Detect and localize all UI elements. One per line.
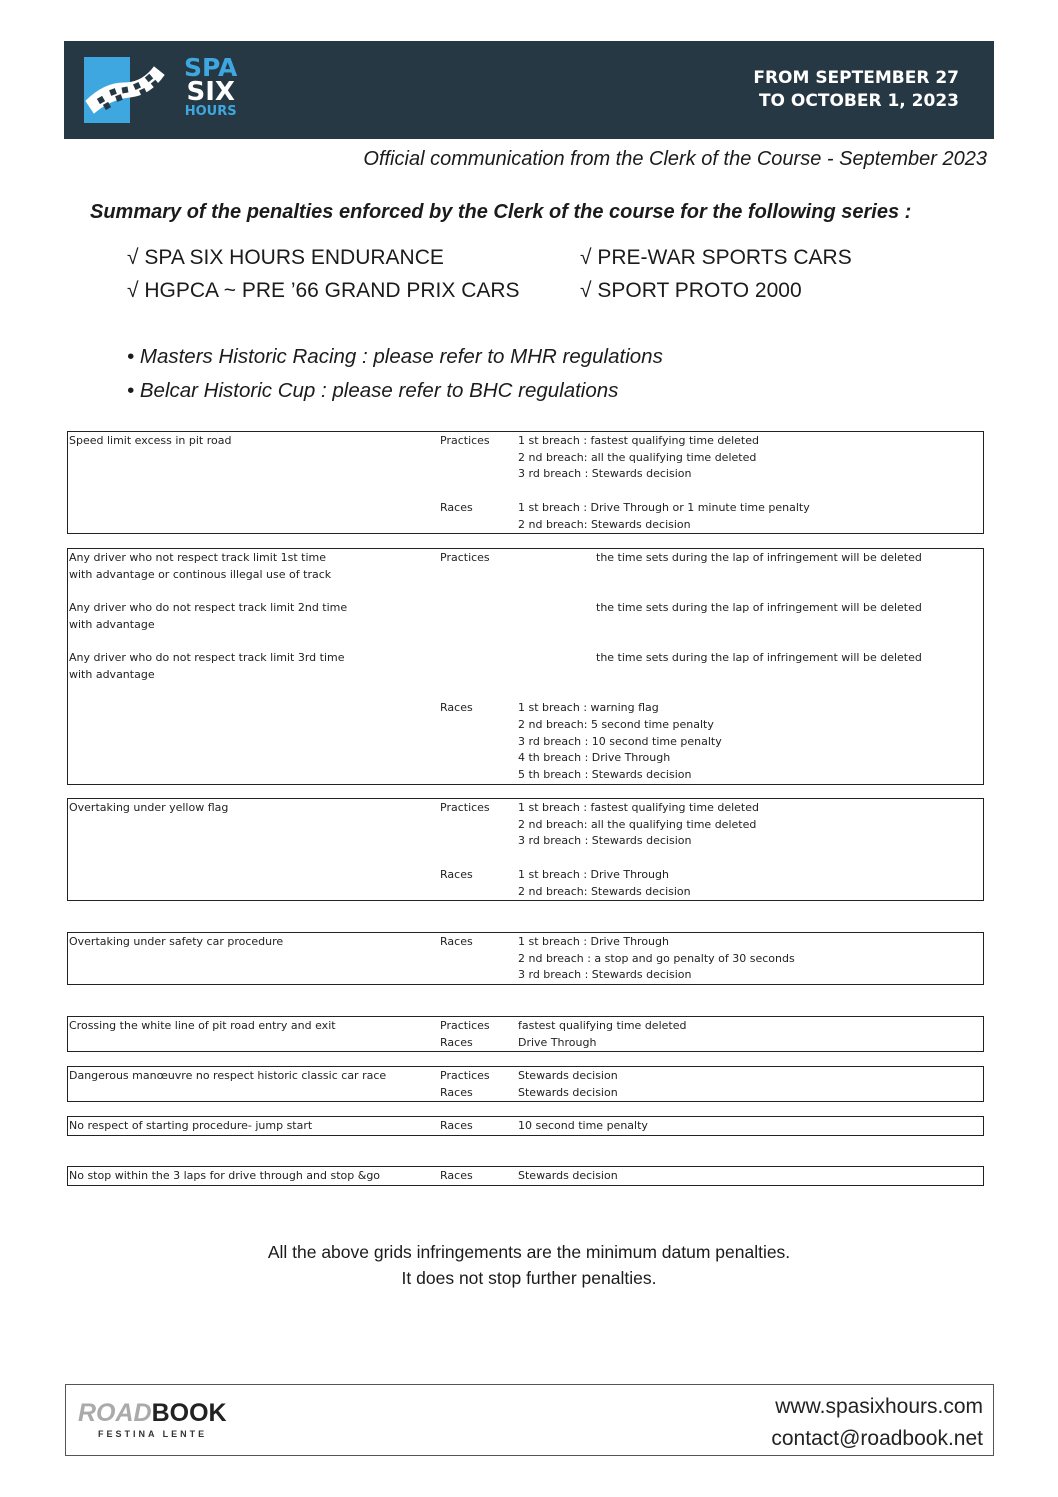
penalty-table [67,548,984,785]
logo-word-hours: HOURS [184,104,237,119]
footer-box [65,1384,994,1456]
summary-heading: Summary of the penalties enforced by the Clerk of the course for the following series : [90,201,912,223]
website-link[interactable]: www.spasixhours.com [775,1395,983,1418]
table-cell-penalty: 3 rd breach : Stewards decision [518,467,692,481]
table-cell-session: Races [440,500,473,514]
series-item: √ PRE-WAR SPORTS CARS [580,246,852,269]
table-cell-penalty: 2 nd breach : a stop and go penalty of 30 seconds [518,951,795,965]
penalty-table [67,1066,984,1102]
email-link[interactable]: contact@roadbook.net [771,1427,983,1450]
table-cell-offence: Any driver who not respect track limit 1st time [69,551,327,564]
logo-word-six: SIX [186,77,235,107]
table-cell-penalty: 1 st breach : fastest qualifying time deleted [518,801,759,814]
penalty-table [67,798,984,901]
table-cell-offence: Any driver who do not respect track limit 3rd time [69,651,345,665]
table-cell-penalty: 5 th breach : Stewards decision [518,768,692,782]
table-cell-session: Races [440,1085,473,1099]
table-cell-penalty: 10 second time penalty [518,1119,648,1132]
table-cell-session: Practices [440,434,490,447]
penalty-table [67,1116,984,1136]
spa-six-hours-logo [84,53,244,127]
refer-mhr: • Masters Historic Racing : please refer to MHR regulations [127,345,663,368]
table-cell-session: Practices [440,551,490,564]
table-cell-penalty: 2 nd breach: Stewards decision [518,884,691,898]
table-cell-penalty: the time sets during the lap of infringement will be deleted [596,601,922,615]
table-cell-penalty: 3 rd breach : Stewards decision [518,968,692,982]
table-cell-session: Races [440,701,473,715]
event-dates [753,67,959,113]
closing-line-2: It does not stop further penalties. [401,1268,657,1288]
refer-bhc: • Belcar Historic Cup : please refer to BHC regulations [127,379,619,402]
roadbook-logo [78,1399,227,1439]
table-cell-penalty: the time sets during the lap of infringement will be deleted [596,651,922,665]
table-cell-penalty: Drive Through [518,1035,597,1049]
table-cell-penalty: 2 nd breach: all the qualifying time deleted [518,817,757,831]
date-line-1: FROM SEPTEMBER 27 [753,68,959,88]
table-cell-penalty: 2 nd breach: 5 second time penalty [518,718,714,731]
footer-contacts [771,1391,983,1455]
closing-line-1: All the above grids infringements are the minimum datum penalties. [267,1242,791,1262]
table-cell-penalty: Stewards decision [518,1069,618,1082]
table-cell-offence: Speed limit excess in pit road [69,434,232,447]
table-cell-penalty: 1 st breach : warning flag [518,701,659,715]
table-cell-offence: Any driver who do not respect track limit 2nd time [69,601,348,615]
table-cell-session: Races [440,1119,473,1132]
table-cell-offence: No respect of starting procedure- jump start [69,1119,313,1132]
table-cell-penalty: 3 rd breach : 10 second time penalty [518,734,722,748]
table-cell-penalty: Stewards decision [518,1169,618,1182]
table-cell-penalty: 1 st breach : Drive Through or 1 minute time penalty [518,500,810,514]
table-cell-penalty: 2 nd breach: all the qualifying time deleted [518,450,757,464]
table-cell-penalty: 4 th breach : Drive Through [518,751,671,765]
table-cell-penalty: 1 st breach : Drive Through [518,935,669,948]
logo-word-spa: SPA [184,53,238,82]
table-cell-session: Races [440,935,473,948]
series-item: √ SPORT PROTO 2000 [580,279,802,302]
table-cell-penalty: the time sets during the lap of infringement will be deleted [596,551,922,564]
checkered-flag-icon [84,53,166,127]
table-cell-penalty: fastest qualifying time deleted [518,1019,687,1032]
table-cell-offence: Crossing the white line of pit road entry and exit [69,1019,336,1032]
table-cell-penalty: 1 st breach : Drive Through [518,867,669,881]
penalty-table [67,431,984,534]
table-cell-session: Races [440,1169,473,1182]
date-line-2: TO OCTOBER 1, 2023 [758,91,959,111]
table-cell-offence: Overtaking under yellow flag [69,801,229,814]
penalty-table [67,932,984,985]
table-cell-penalty: 1 st breach : fastest qualifying time deleted [518,434,759,447]
table-cell-session: Practices [440,1019,490,1032]
table-cell-session: Races [440,867,473,881]
series-item: √ HGPCA ~ PRE ’66 GRAND PRIX CARS [127,279,520,302]
official-communication: Official communication from the Clerk of the Course - September 2023 [363,148,987,170]
roadbook-logo-book: BOOK [151,1399,227,1427]
table-cell-session: Races [440,1035,473,1049]
roadbook-tagline: FESTINA LENTE [98,1429,208,1439]
table-cell-penalty: Stewards decision [518,1085,618,1099]
table-cell-offence: Dangerous manœuvre no respect historic classic car race [69,1069,387,1082]
series-item: √ SPA SIX HOURS ENDURANCE [127,246,444,269]
table-cell-penalty: 3 rd breach : Stewards decision [518,834,692,848]
table-cell-offence: Overtaking under safety car procedure [69,935,284,948]
penalty-table [67,1166,984,1186]
table-cell-offence: with advantage [69,667,155,681]
table-cell-offence: No stop within the 3 laps for drive through and stop &go [69,1169,381,1182]
penalty-table [67,1016,984,1052]
roadbook-logo-road: ROAD [78,1399,152,1427]
table-cell-session: Practices [440,1069,490,1082]
table-cell-penalty: 2 nd breach: Stewards decision [518,517,691,531]
header-banner [64,41,994,139]
table-cell-offence: with advantage [69,617,155,631]
table-cell-offence: with advantage or continous illegal use of track [69,567,332,581]
table-cell-session: Practices [440,801,490,814]
